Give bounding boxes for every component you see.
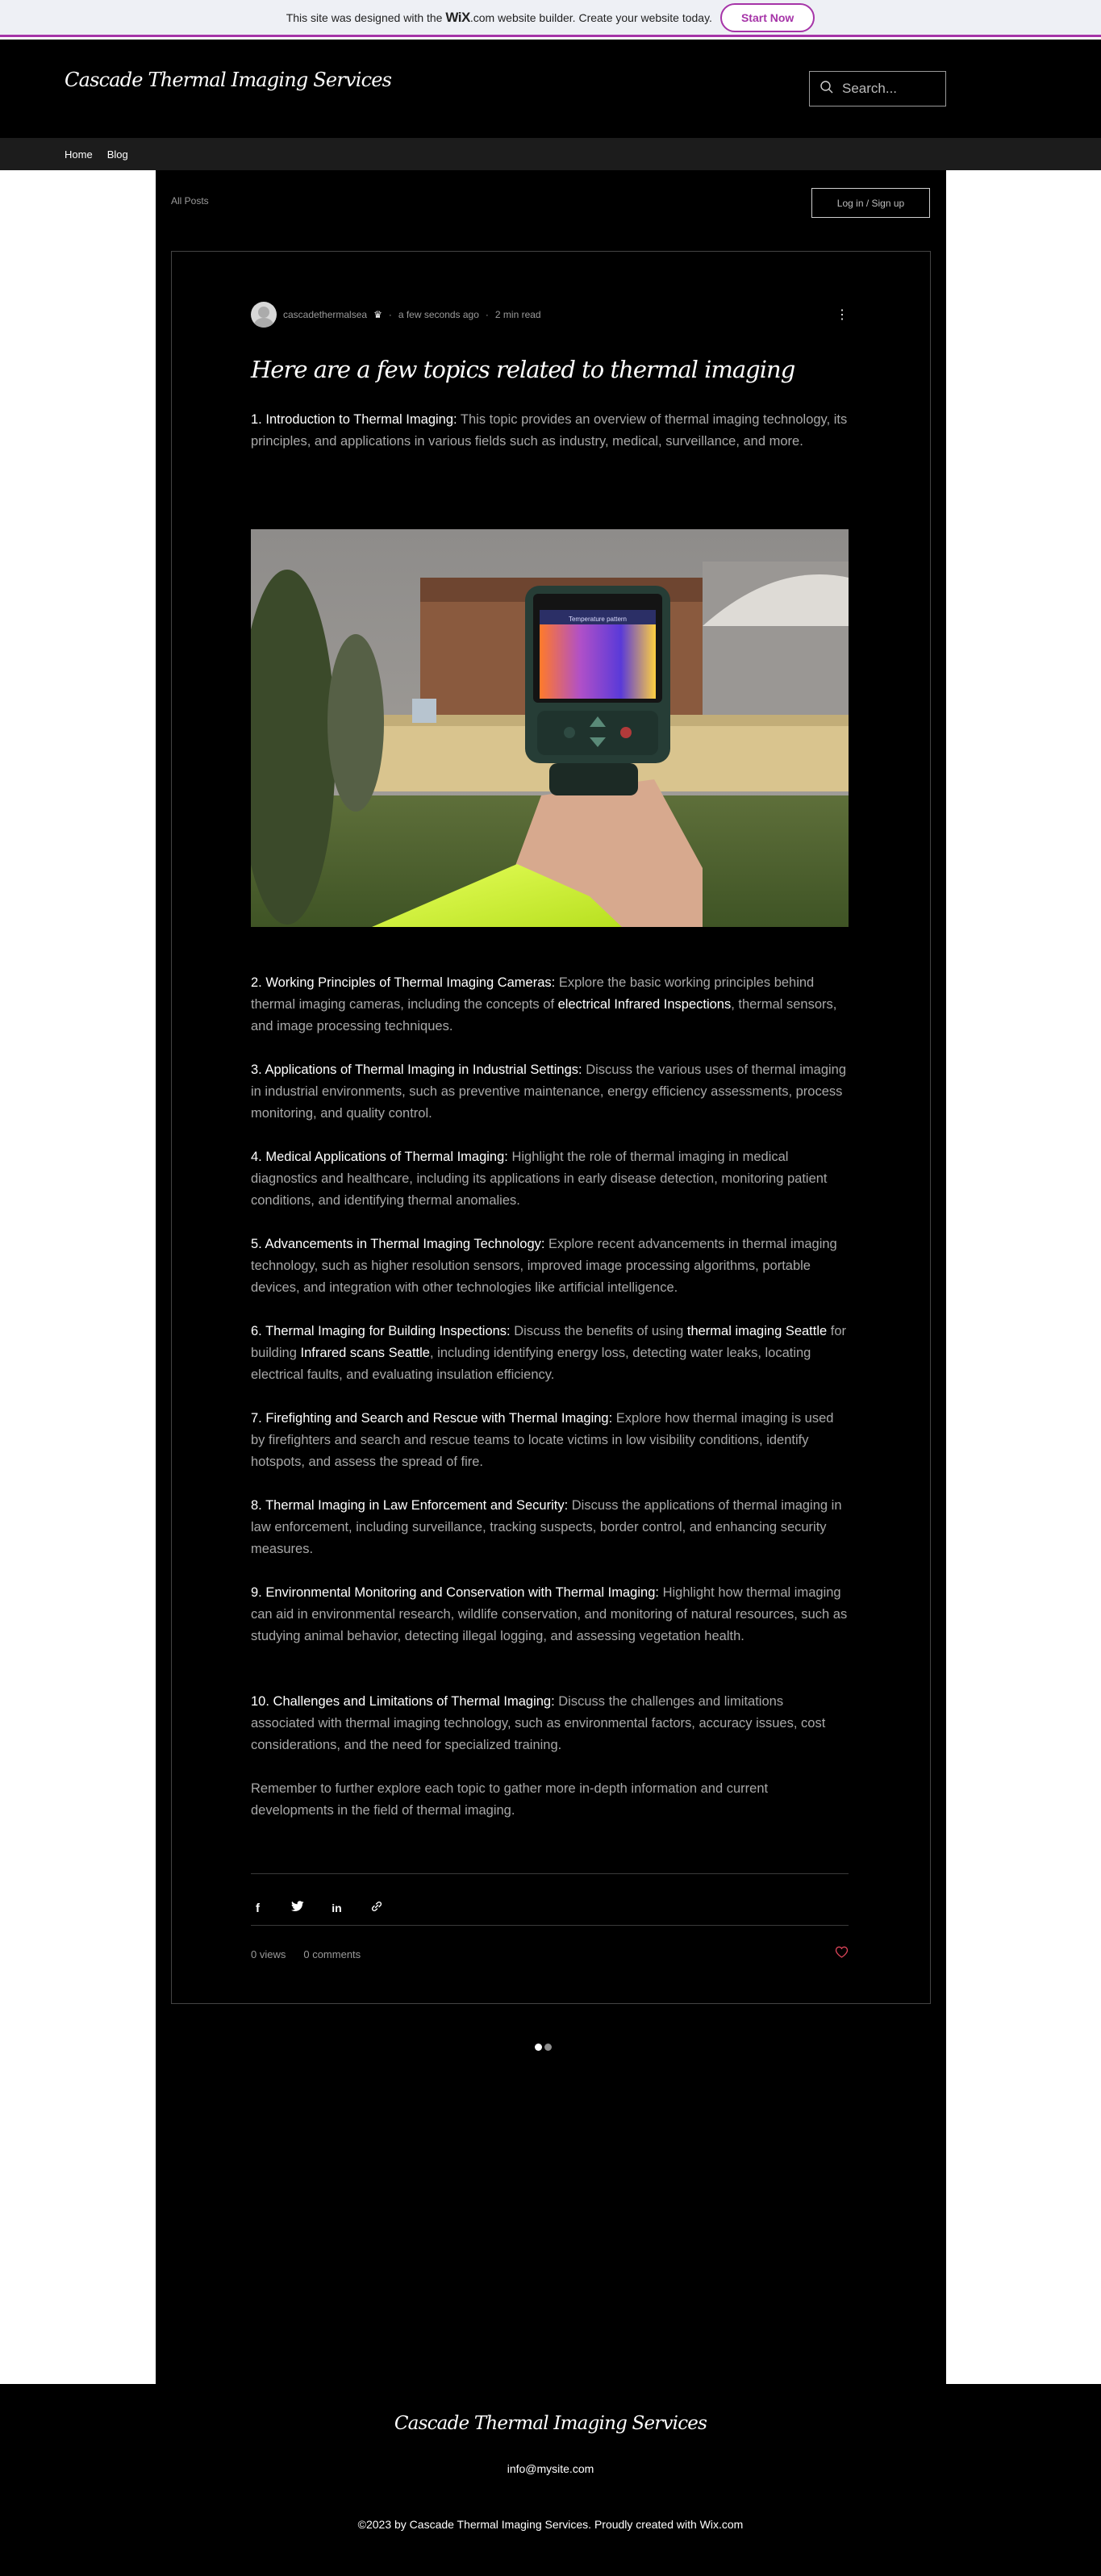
pagination-dots — [535, 2044, 552, 2051]
topic-heading: Applications of Thermal Imaging in Industrial Settings: — [265, 1063, 582, 1077]
wix-promo-banner — [0, 0, 1101, 37]
linkedin-share-icon[interactable]: in — [332, 1901, 342, 1914]
topic-paragraph-3: 3. Applications of Thermal Imaging in Industrial Settings: Discuss the various uses of thermal imaging in industrial environments, such as preventive maintenance, energy efficiency assessments, process monitoring, and quality control. — [251, 1063, 847, 1121]
topic-paragraph-8: 8. Thermal Imaging in Law Enforcement and Security: Discuss the applications of thermal imaging in law enforcement, including surveillance, tracking suspects, border control, and enhancing security measures. — [251, 1498, 842, 1556]
site-footer — [0, 2384, 1101, 2576]
meta-separator: · — [388, 309, 392, 320]
footer-email-link[interactable]: info@mysite.com — [507, 2462, 594, 2475]
topic-paragraph-7: 7. Firefighting and Search and Rescue with Thermal Imaging: Explore how thermal imaging is used by firefighters and search and rescue teams to locate victims in low visibility conditions, identify hotspots, and assess the spread of fire. — [251, 1411, 834, 1469]
post-time: a few seconds ago — [398, 309, 479, 320]
login-signup-button[interactable]: Log in / Sign up — [811, 188, 930, 218]
banner-message — [286, 10, 712, 26]
electrical-infrared-inspections-link[interactable]: electrical Infrared Inspections — [557, 997, 732, 1012]
banner-message-suffix: website builder. Create your website today. — [498, 10, 712, 24]
topic-heading: Firefighting and Search and Rescue with Thermal Imaging: — [265, 1411, 613, 1426]
topic-heading: Thermal Imaging for Building Inspections: — [265, 1324, 511, 1338]
site-header — [0, 40, 1101, 138]
divider — [251, 1925, 849, 1926]
crown-icon: ♛ — [373, 309, 382, 320]
pagination-dot[interactable] — [544, 2044, 552, 2051]
topic-paragraph-9: 9. Environmental Monitoring and Conservation with Thermal Imaging: Highlight how thermal imaging can aid in environmental research, wildlife conservation, and monitoring of natural resources, such as studying animal behavior, detecting illegal logging, and assessing vegetation health. — [251, 1585, 848, 1643]
search-icon — [819, 80, 834, 98]
more-actions-icon[interactable]: ⋮ — [836, 308, 849, 322]
topic-paragraph-10: 10. Challenges and Limitations of Thermal Imaging: Discuss the challenges and limitations associated with thermal imaging technology, such as environmental factors, accuracy issues, cost considerations, and the need for specialized training. — [251, 1694, 826, 1752]
twitter-share-icon[interactable] — [290, 1901, 304, 1915]
copy-link-icon[interactable] — [369, 1900, 383, 1916]
author-name[interactable]: cascadethermalsea — [283, 309, 368, 320]
thermal-camera-illustration — [251, 529, 849, 927]
pagination-dot-active[interactable] — [535, 2044, 542, 2051]
comments-count[interactable]: 0 comments — [303, 1948, 361, 1960]
main-nav — [0, 138, 1101, 170]
topic-heading: Thermal Imaging in Law Enforcement and Security: — [265, 1498, 569, 1513]
all-posts-link[interactable]: All Posts — [171, 195, 209, 207]
infrared-scans-seattle-link[interactable]: Infrared scans Seattle — [300, 1346, 430, 1360]
post-meta — [251, 302, 849, 328]
topic-paragraph-4: 4. Medical Applications of Thermal Imaging: Highlight the role of thermal imaging in medical diagnostics and healthcare, including its applications in early disease detection, monitoring patient conditions, and identifying thermal anomalies. — [251, 1150, 828, 1208]
read-time: 2 min read — [494, 309, 541, 320]
thermal-camera-image[interactable] — [251, 529, 849, 927]
topic-heading: Introduction to Thermal Imaging: — [265, 412, 457, 427]
facebook-share-icon[interactable]: f — [256, 1901, 260, 1915]
post-title: Here are a few topics related to thermal imaging — [251, 356, 795, 383]
wix-logo: WiX.com — [445, 9, 495, 25]
post-stats — [251, 1946, 849, 1962]
site-title[interactable]: Cascade Thermal Imaging Services — [65, 69, 392, 91]
search-box[interactable] — [809, 71, 946, 106]
heart-icon[interactable] — [835, 1946, 849, 1962]
footer-copyright: ©2023 by Cascade Thermal Imaging Services. Proudly created with Wix.com — [357, 2518, 744, 2531]
search-input[interactable] — [842, 81, 939, 97]
share-bar — [251, 1900, 383, 1916]
camera-screen-label: Temperature pattern — [568, 616, 628, 623]
topic-heading: Environmental Monitoring and Conservation with Thermal Imaging: — [265, 1585, 659, 1600]
topic-heading: Advancements in Thermal Imaging Technology: — [265, 1237, 545, 1251]
banner-message-prefix: This site was designed with the — [286, 10, 443, 24]
topic-heading: Working Principles of Thermal Imaging Cameras: — [265, 975, 556, 990]
meta-separator: · — [485, 309, 489, 320]
views-count: 0 views — [251, 1948, 286, 1960]
topic-heading: Challenges and Limitations of Thermal Imaging: — [273, 1694, 555, 1709]
topic-heading: Medical Applications of Thermal Imaging: — [265, 1150, 508, 1164]
topic-paragraph-1: 1. Introduction to Thermal Imaging: This topic provides an overview of thermal imaging technology, its principles, and applications in various fields such as industry, medical, surveillance, and more. — [251, 412, 848, 449]
blog-container — [156, 170, 946, 2384]
nav-item-home[interactable]: Home — [65, 148, 93, 161]
blog-post — [171, 251, 931, 2004]
topic-paragraph-6: 6. Thermal Imaging for Building Inspections: Discuss the benefits of using thermal imaging Seattle for building Infrared scans Seattle, including identifying energy loss, detecting water leaks, locating electrical faults, and evaluating insulation efficiency. — [251, 1324, 847, 1382]
divider — [251, 1873, 849, 1874]
footer-site-title: Cascade Thermal Imaging Services — [394, 2413, 707, 2434]
thermal-imaging-seattle-link[interactable]: thermal imaging Seattle — [686, 1324, 828, 1338]
closing-paragraph: Remember to further explore each topic to gather more in-depth information and current developments in the field of thermal imaging. — [251, 1781, 769, 1818]
author-avatar[interactable] — [251, 302, 277, 328]
topic-paragraph-5: 5. Advancements in Thermal Imaging Technology: Explore recent advancements in thermal imaging technology, such as higher resolution sensors, improved image processing algorithms, portable devices, and integration with other technologies like artificial intelligence. — [251, 1237, 837, 1295]
topic-paragraph-2: 2. Working Principles of Thermal Imaging Cameras: Explore the basic working principles behind thermal imaging cameras, including the concepts of electrical Infrared Inspections, thermal sensors, and image processing techniques. — [251, 975, 837, 1033]
nav-item-blog[interactable]: Blog — [106, 148, 128, 161]
start-now-button[interactable]: Start Now — [720, 3, 815, 32]
